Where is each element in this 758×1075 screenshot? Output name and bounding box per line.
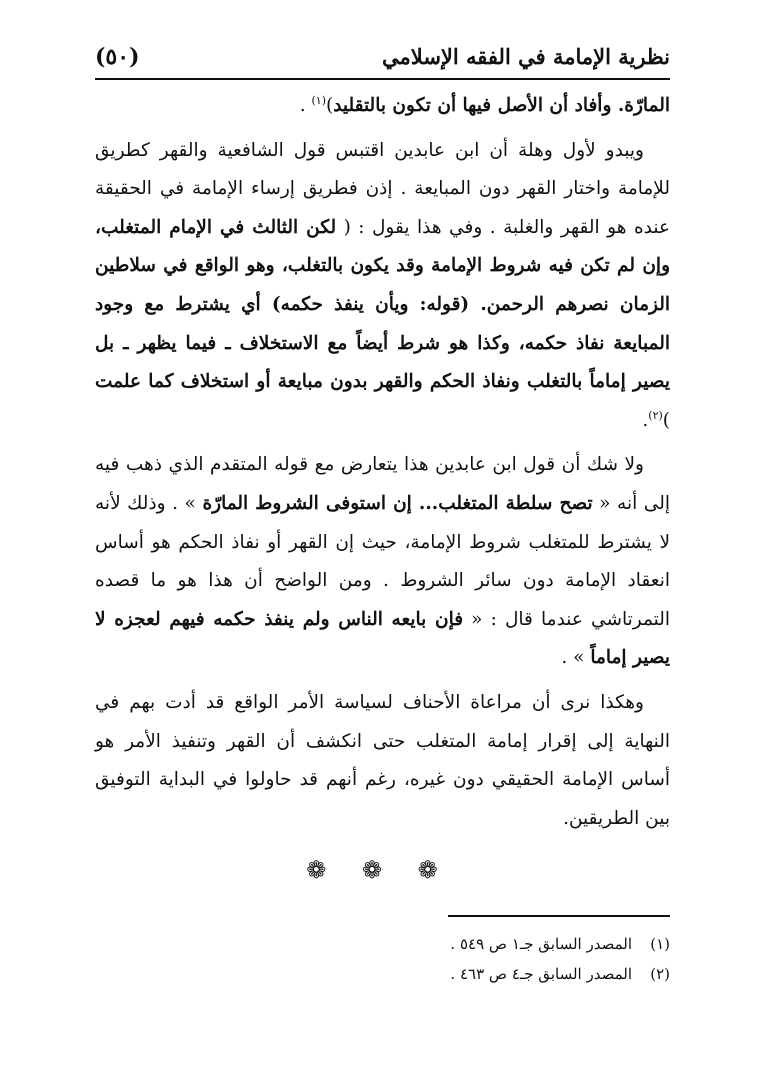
quote-close: ) [325,95,334,116]
footnote-ref: (٢) [648,408,663,422]
header-rule [95,78,670,80]
footnote-number: (٢) [650,964,670,983]
footnote-number: (١) [650,934,670,953]
footnote-ref: (١) [311,93,326,107]
paragraph-text: وهكذا نرى أن مراعاة الأحناف لسياسة الأمر الواقع قد أدت بهم في النهاية إلى إقرار إمامة المتغلب حتى انكشف أن القهر وتنفيذ الأمر هو أساس الإمامة الحقيقي دون غيره، رغم أنهم قد حاولوا في البداية التوفيق بين الطريقين. [95,691,670,829]
paragraph-text: ويبدو لأول وهلة أن ابن عابدين اقتبس قول الشافعية والقهر كطريق للإمامة واختار القهر دون المبايعة . إذن فطريق إرساء الإمامة في الحقيقة عنده هو القهر والغلبة . وفي هذا يقول : ( [95,139,670,238]
quote-close: ) [662,409,670,431]
footnote [95,959,670,989]
quote-bold: تصح سلطة المتغلب... إن استوفى الشروط المارّة [202,492,593,514]
paragraph-continuation [95,87,670,126]
body-text [95,87,670,838]
paragraph-text: » . وذلك لأنه لا يشترط للمتغلب شروط الإمامة، حيث إن القهر أو نفاذ الحكم هو أساس انعقاد الإمامة دون سائر الشروط . ومن الواضح أن هذا هو ما قصده التمرتاشي عندما قال : « [95,492,670,630]
footnotes [95,915,670,989]
quote-bold: لكن الثالث في الإمام المتغلب، وإن لم تكن فيه شروط الإمامة وقد يكون بالتغلب، وهو الواقع في سلاطين الزمان نصرهم الرحمن. (قوله: ويأن ينفذ حكمه) أي يشترط مع وجود المبايعة نفاذ حكمه، وكذا هو شرط أيضاً مع الاستخلاف ـ فيما يظهر ـ بل يصير إماماً بالتغلب ونفاذ الحكم والقهر بدون مبايعة أو استخلاف كما علمت [95,216,670,393]
paragraph-text: ولا شك أن قول ابن عابدين هذا يتعارض مع قوله المتقدم الذي ذهب فيه إلى أنه « [95,454,670,514]
footnote [95,929,670,959]
paragraph-tail: » . [561,647,591,669]
quote-bold: المارّة. وأفاد أن الأصل فيها أن تكون بالتقليد [333,95,670,116]
paragraph-tail: . [299,95,312,116]
footnote-text: المصدر السابق جـ٤ ص ٤٦٣ . [450,964,632,983]
running-header [95,40,670,80]
paragraph [95,684,670,838]
page-number: (٥٠) [95,44,140,70]
quote-bold: فإن بايعه الناس ولم ينفذ حكمه فيهم لعجزه لا يصير إماماً [95,608,670,669]
section-ornament: ❁ ❁ ❁ [306,856,452,884]
footnote-rule [448,915,670,917]
book-title: نظرية الإمامة في الفقه الإسلامي [382,44,670,69]
paragraph [95,446,670,678]
paragraph-tail: . [642,409,649,431]
footnote-text: المصدر السابق جـ١ ص ٥٤٩ . [450,934,632,953]
paragraph [95,132,670,441]
